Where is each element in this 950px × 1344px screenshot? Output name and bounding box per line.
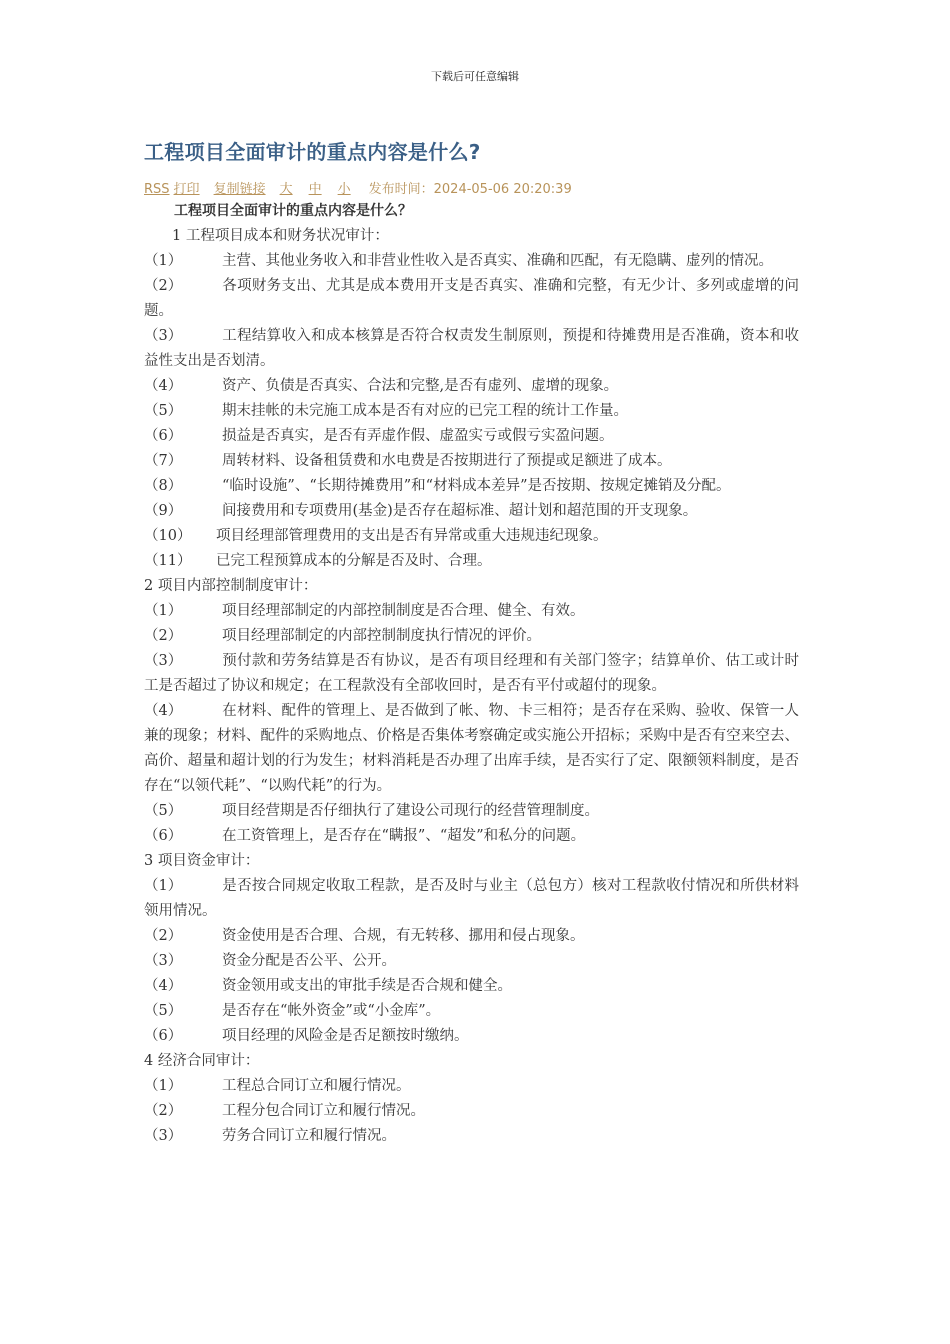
item-number: （3） [144, 953, 183, 969]
article-body [144, 199, 799, 1149]
item-text: 资金领用或支出的审批手续是否合规和健全。 [222, 978, 512, 994]
item-number: （1） [144, 878, 183, 894]
item-number: （6） [144, 1028, 183, 1044]
item-text: 项目经理部管理费用的支出是否有异常或重大违规违纪现象。 [216, 528, 608, 544]
list-item [144, 399, 799, 424]
print-link[interactable]: 打印 [173, 182, 200, 197]
item-number: （6） [144, 428, 183, 444]
list-item [144, 999, 799, 1024]
item-text: 是否存在“帐外资金”或“小金库”。 [222, 1003, 441, 1019]
item-number: （7） [144, 453, 183, 469]
list-item [144, 449, 799, 474]
item-text: 已完工程预算成本的分解是否及时、合理。 [216, 553, 492, 569]
font-size-small-link[interactable]: 小 [337, 182, 351, 197]
item-number: （2） [144, 1103, 183, 1119]
list-item [144, 549, 799, 574]
list-item [144, 249, 799, 274]
list-item [144, 1124, 799, 1149]
item-text: 项目经营期是否仔细执行了建设公司现行的经营管理制度。 [222, 803, 599, 819]
list-item [144, 324, 799, 374]
published-label: 发布时间： [368, 182, 434, 197]
list-item [144, 1024, 799, 1049]
item-number: （4） [144, 703, 183, 719]
section-heading: 1 工程项目成本和财务状况审计： [172, 228, 389, 244]
list-item [144, 699, 799, 799]
section-heading: 2 项目内部控制制度审计： [144, 578, 318, 594]
article-meta-bar [144, 178, 572, 197]
copy-link-link[interactable]: 复制链接 [213, 182, 266, 197]
font-size-medium-link[interactable]: 中 [308, 182, 322, 197]
item-text: 项目经理的风险金是否足额按时缴纳。 [222, 1028, 469, 1044]
item-number: （3） [144, 653, 183, 669]
item-text: 在工资管理上，是否存在“瞒报”、“超发”和私分的问题。 [222, 828, 586, 844]
item-text: 期末挂帐的未完施工成本是否有对应的已完工程的统计工作量。 [222, 403, 628, 419]
font-size-large-link[interactable]: 大 [279, 182, 293, 197]
item-number: （2） [144, 928, 183, 944]
list-item [144, 874, 799, 924]
item-text: 周转材料、设备租赁费和水电费是否按期进行了预提或足额进了成本。 [222, 453, 672, 469]
list-item [144, 424, 799, 449]
list-item [144, 274, 799, 324]
item-text: 资金使用是否合理、合规，有无转移、挪用和侵占现象。 [222, 928, 585, 944]
item-number: （3） [144, 328, 183, 344]
item-number: （4） [144, 378, 183, 394]
item-text: 资金分配是否公平、公开。 [222, 953, 396, 969]
item-number: （2） [144, 278, 183, 294]
item-number: （3） [144, 1128, 183, 1144]
item-number: （5） [144, 803, 183, 819]
item-number: （1） [144, 1078, 183, 1094]
item-text: 项目经理部制定的内部控制制度执行情况的评价。 [222, 628, 541, 644]
item-number: （9） [144, 503, 183, 519]
list-item [144, 1074, 799, 1099]
item-text: 工程分包合同订立和履行情况。 [222, 1103, 425, 1119]
list-item [144, 624, 799, 649]
list-item [144, 499, 799, 524]
section-heading: 3 项目资金审计： [144, 853, 260, 869]
item-text: 主营、其他业务收入和非营业性收入是否真实、准确和匹配，有无隐瞒、虚列的情况。 [222, 253, 773, 269]
item-number: （2） [144, 628, 183, 644]
article-title: 工程项目全面审计的重点内容是什么? [144, 140, 481, 164]
item-text: 资产、负债是否真实、合法和完整,是否有虚列、虚增的现象。 [222, 378, 619, 394]
list-item [144, 474, 799, 499]
list-item [144, 924, 799, 949]
item-text: 是否按合同规定收取工程款，是否及时与业主（总包方）核对工程款收付情况和所供材料领用情况。 [144, 878, 799, 919]
item-text: 损益是否真实，是否有弄虚作假、虚盈实亏或假亏实盈问题。 [222, 428, 614, 444]
list-item [144, 599, 799, 624]
item-text: 工程结算收入和成本核算是否符合权责发生制原则，预提和待摊费用是否准确，资本和收益性支出是否划清。 [144, 328, 799, 369]
list-item [144, 949, 799, 974]
list-item [144, 374, 799, 399]
article-subtitle: 工程项目全面审计的重点内容是什么？ [174, 203, 412, 219]
list-item [144, 824, 799, 849]
item-number: （5） [144, 1003, 183, 1019]
item-number: （4） [144, 978, 183, 994]
item-text: 工程总合同订立和履行情况。 [222, 1078, 411, 1094]
item-number: （1） [144, 603, 183, 619]
download-note: 下载后可任意编辑 [431, 70, 519, 83]
list-item [144, 974, 799, 999]
section-heading: 4 经济合同审计： [144, 1053, 260, 1069]
item-text: 间接费用和专项费用(基金)是否存在超标准、超计划和超范围的开支现象。 [222, 503, 698, 519]
item-number: （5） [144, 403, 183, 419]
item-number: （8） [144, 478, 183, 494]
item-text: 项目经理部制定的内部控制制度是否合理、健全、有效。 [222, 603, 585, 619]
list-item [144, 799, 799, 824]
published-datetime: 2024-05-06 20:20:39 [433, 182, 572, 197]
item-number: （6） [144, 828, 183, 844]
list-item [144, 1099, 799, 1124]
rss-link[interactable]: RSS [144, 182, 170, 197]
list-item [144, 649, 799, 699]
item-text: 在材料、配件的管理上、是否做到了帐、物、卡三相符；是否存在采购、验收、保管一人兼的现象；材料、配件的采购地点、价格是否集体考察确定或实施公开招标；采购中是否有空来空去、高价、超量和超计划的行为发生；材料消耗是否办理了出库手续，是否实行了定、限额领料制度，是否存在“以领代耗”、“以购代耗”的行为。 [144, 703, 799, 794]
item-number: （10） [144, 528, 192, 544]
item-text: 预付款和劳务结算是否有协议，是否有项目经理和有关部门签字；结算单价、估工或计时工是否超过了协议和规定；在工程款没有全部收回时，是否有平付或超付的现象。 [144, 653, 799, 694]
item-number: （11） [144, 553, 192, 569]
item-text: 各项财务支出、尤其是成本费用开支是否真实、准确和完整，有无少计、多列或虚增的问题。 [144, 278, 799, 319]
list-item [144, 524, 799, 549]
item-text: “临时设施”、“长期待摊费用”和“材料成本差异”是否按期、按规定摊销及分配。 [222, 478, 731, 494]
item-number: （1） [144, 253, 183, 269]
item-text: 劳务合同订立和履行情况。 [222, 1128, 396, 1144]
